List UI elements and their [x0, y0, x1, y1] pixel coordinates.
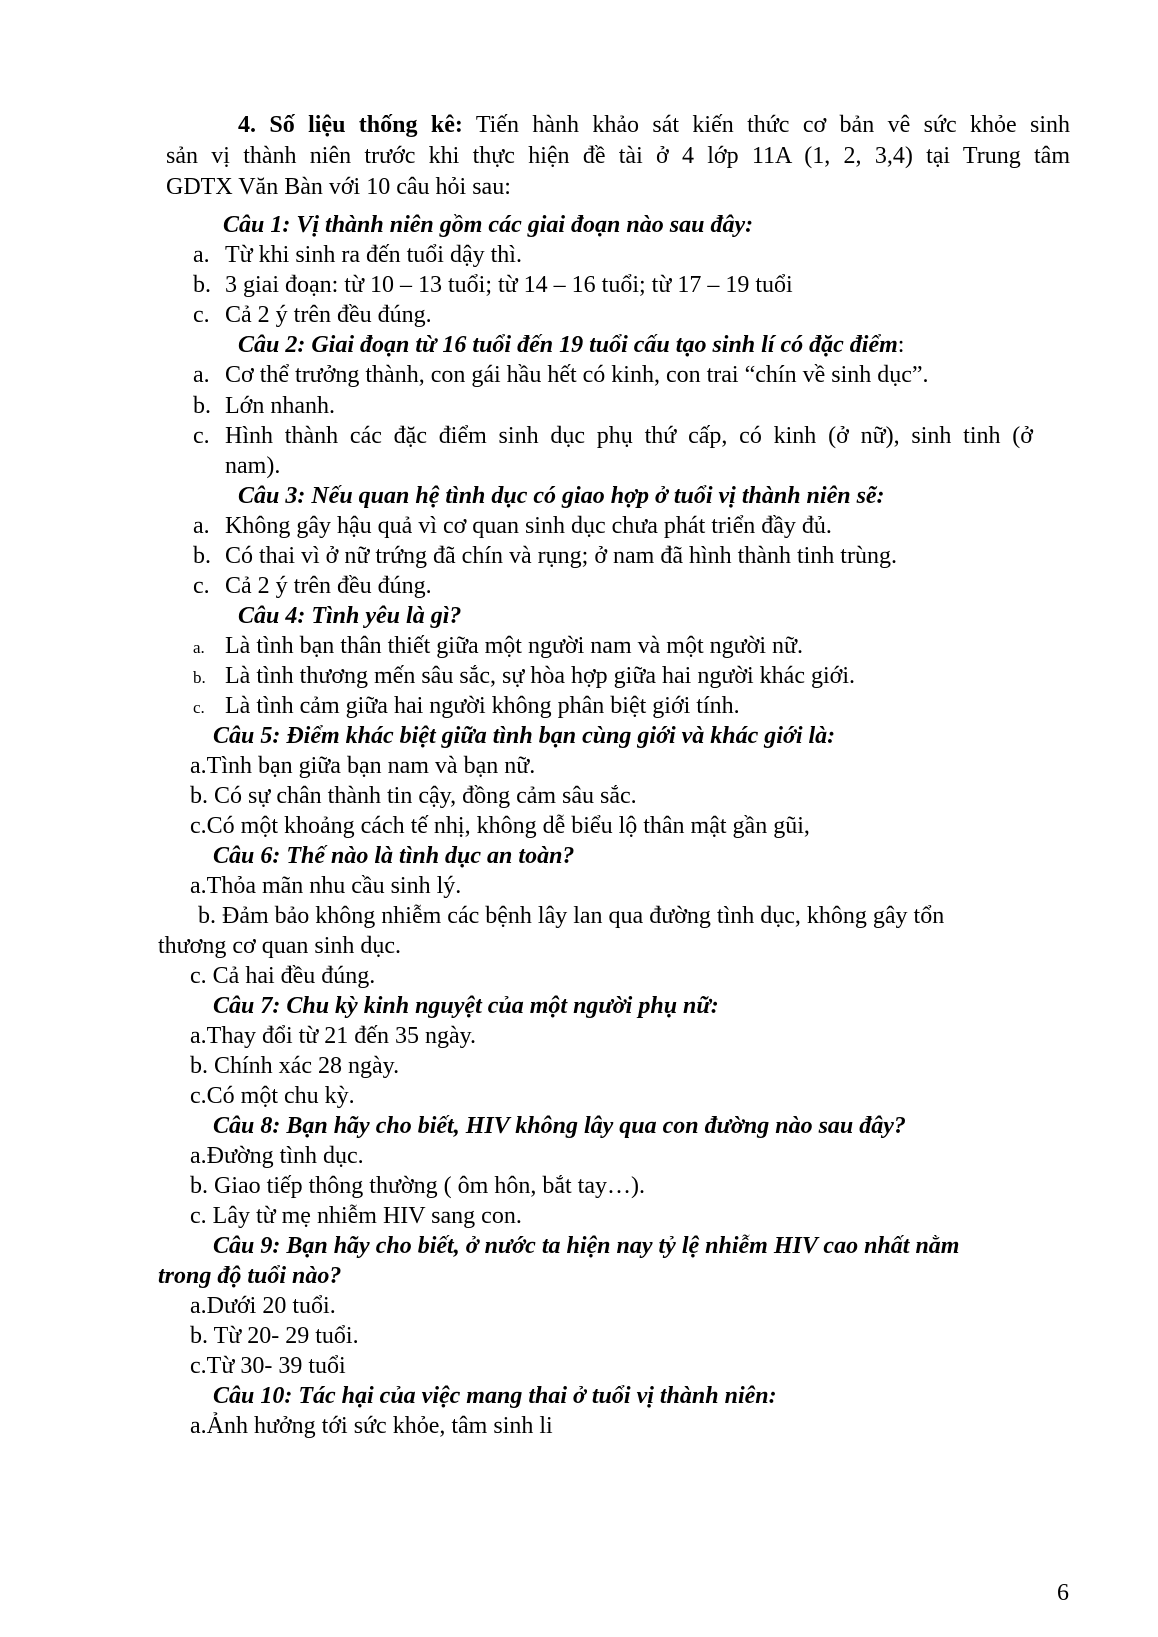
q8-option-c: c. Lây từ mẹ nhiễm HIV sang con. [190, 1203, 522, 1229]
q3-option-c: c. Cả 2 ý trên đều đúng. [193, 573, 432, 599]
intro-line-2: sản vị thành niên trước khi thực hiện đề tài ở 4 lớp 11A (1, 2, 3,4) tại Trung tâm [166, 143, 1070, 169]
question-7-title: Câu 7: Chu kỳ kinh nguyệt của một người phụ nữ: [213, 993, 719, 1019]
page-number: 6 [1057, 1580, 1069, 1606]
q7-option-c: c.Có một chu kỳ. [190, 1083, 355, 1109]
question-9-title-cont: trong độ tuổi nào? [158, 1263, 342, 1289]
q6-option-b: b. Đảm bảo không nhiễm các bệnh lây lan qua đường tình dục, không gây tổn [198, 903, 945, 929]
q6-option-c: c. Cả hai đều đúng. [190, 963, 376, 989]
q8-option-b: b. Giao tiếp thông thường ( ôm hôn, bắt tay…). [190, 1173, 645, 1199]
q3-option-a: a. Không gây hậu quả vì cơ quan sinh dục chưa phát triển đầy đủ. [193, 513, 832, 539]
q7-option-a: a.Thay đổi từ 21 đến 35 ngày. [190, 1023, 477, 1049]
q5-option-a: a.Tình bạn giữa bạn nam và bạn nữ. [190, 753, 536, 779]
q10-option-a: a.Ảnh hưởng tới sức khỏe, tâm sinh li [190, 1413, 553, 1439]
q9-option-a: a.Dưới 20 tuổi. [190, 1293, 336, 1319]
q2-option-a: a. Cơ thể trưởng thành, con gái hầu hết có kinh, con trai “chín về sinh dục”. [193, 362, 929, 388]
q4-option-b: b. Là tình thương mến sâu sắc, sự hòa hợp giữa hai người khác giới. [193, 663, 856, 689]
question-4-title: Câu 4: Tình yêu là gì? [238, 603, 462, 629]
q4-option-c: c. Là tình cảm giữa hai người không phân biệt giới tính. [193, 693, 740, 719]
intro-line-1: 4. Số liệu thống kê: Tiến hành khảo sát kiến thức cơ bản vê sức khỏe sinh [238, 112, 1070, 138]
q8-option-a: a.Đường tình dục. [190, 1143, 364, 1169]
question-10-title: Câu 10: Tác hại của việc mang thai ở tuổi vị thành niên: [213, 1383, 777, 1409]
q4-option-a: a. Là tình bạn thân thiết giữa một người nam và một người nữ. [193, 633, 803, 659]
question-9-title: Câu 9: Bạn hãy cho biết, ở nước ta hiện nay tỷ lệ nhiễm HIV cao nhất nằm [213, 1233, 960, 1259]
q2-option-c-cont: nam). [225, 453, 281, 479]
q1-option-a: a. Từ khi sinh ra đến tuổi dậy thì. [193, 242, 522, 268]
q6-option-a: a.Thỏa mãn nhu cầu sinh lý. [190, 873, 462, 899]
q1-option-b: b. 3 giai đoạn: từ 10 – 13 tuổi; từ 14 – 16 tuổi; từ 17 – 19 tuổi [193, 272, 793, 298]
q9-option-b: b. Từ 20- 29 tuổi. [190, 1323, 359, 1349]
q7-option-b: b. Chính xác 28 ngày. [190, 1053, 400, 1079]
q6-option-b-cont: thương cơ quan sinh dục. [158, 933, 402, 959]
question-1-title: Câu 1: Vị thành niên gồm các giai đoạn nào sau đây: [223, 212, 754, 238]
q5-option-b: b. Có sự chân thành tin cậy, đồng cảm sâu sắc. [190, 783, 637, 809]
question-8-title: Câu 8: Bạn hãy cho biết, HIV không lây qua con đường nào sau đây? [213, 1113, 906, 1139]
q2-option-c: c. Hình thành các đặc điểm sinh dục phụ thứ cấp, có kinh (ở nữ), sinh tinh (ở [193, 423, 1033, 449]
q5-option-c: c.Có một khoảng cách tế nhị, không dễ biểu lộ thân mật gần gũi, [190, 813, 810, 839]
question-6-title: Câu 6: Thế nào là tình dục an toàn? [213, 843, 575, 869]
question-3-title: Câu 3: Nếu quan hệ tình dục có giao hợp ở tuổi vị thành niên sẽ: [238, 483, 885, 509]
q3-option-b: b. Có thai vì ở nữ trứng đã chín và rụng; ở nam đã hình thành tinh trùng. [193, 543, 897, 569]
intro-line-3: GDTX Văn Bàn với 10 câu hỏi sau: [166, 174, 511, 200]
q1-option-c: c. Cả 2 ý trên đều đúng. [193, 302, 432, 328]
q2-option-b: b. Lớn nhanh. [193, 393, 336, 419]
question-5-title: Câu 5: Điểm khác biệt giữa tình bạn cùng giới và khác giới là: [213, 723, 836, 749]
q9-option-c: c.Từ 30- 39 tuổi [190, 1353, 346, 1379]
section-heading: 4. Số liệu thống kê: [238, 112, 463, 138]
question-2-title: Câu 2: Giai đoạn từ 16 tuổi đến 19 tuổi cấu tạo sinh lí có đặc điểm: [238, 332, 905, 358]
